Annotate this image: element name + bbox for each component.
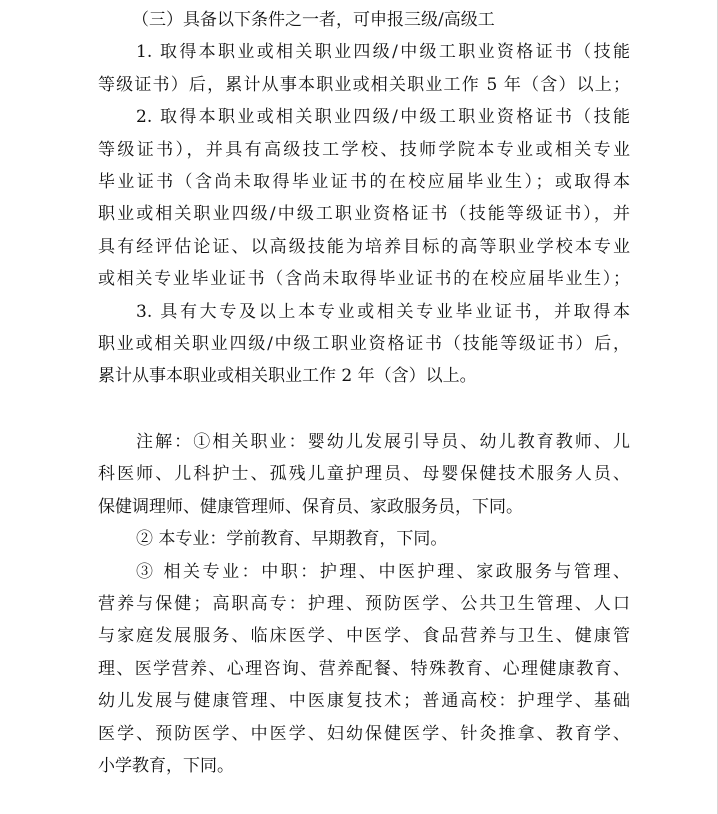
text-line: ② 本专业：学前教育、早期教育，下同。 [136,529,448,550]
note-related-majors [98,556,630,783]
condition-item-1 [98,36,630,101]
text-line: 幼儿发展与健康管理、中医康复技术；普通高校：护理学、基础 [98,691,630,712]
note-this-major [98,523,630,555]
text-line: 或相关专业毕业证书（含尚未取得毕业证书的在校应届毕业生）； [98,269,630,290]
text-line: 3. 具有大专及以上本专业或相关专业毕业证书，并取得本 [136,301,630,322]
text-line: 营养与保健；高职高专：护理、预防医学、公共卫生管理、人口 [98,593,630,614]
text-line: 具有经评估论证、以高级技能为培养目标的高等职业学校本专业 [98,236,630,257]
text-line: 累计从事本职业或相关职业工作 2 年（含）以上。 [98,366,477,387]
condition-item-2 [98,101,630,295]
text-line: 2. 取得本职业或相关职业四级/中级工职业资格证书（技能 [136,107,630,128]
text-line: 与家庭发展服务、临床医学、中医学、食品营养与卫生、健康管 [98,626,630,647]
text-line: 注解：①相关职业：婴幼儿发展引导员、幼儿教育教师、儿 [136,431,630,452]
text-line: 1. 取得本职业或相关职业四级/中级工职业资格证书（技能 [136,42,630,63]
text-line: ③ 相关专业：中职：护理、中医护理、家政服务与管理、 [136,561,630,582]
condition-item-3 [98,296,630,393]
note-related-occupations [98,426,630,523]
section-heading: （三）具备以下条件之一者，可申报三级/高级工 [132,10,495,30]
text-line: 毕业证书（含尚未取得毕业证书的在校应届毕业生）；或取得本 [98,172,630,193]
text-line: 职业或相关职业四级/中级工职业资格证书（技能等级证书）后， [98,334,630,355]
text-line: 等级证书）后，累计从事本职业或相关职业工作 5 年（含）以上； [98,74,630,95]
text-line: 等级证书），并具有高级技工学校、技师学院本专业或相关专业 [98,139,630,160]
text-line: 小学教育，下同。 [98,755,234,776]
text-line: 科医师、儿科护士、孤残儿童护理员、母婴保健技术服务人员、 [98,464,630,485]
text-line: 医学、预防医学、中医学、妇幼保健医学、针灸推拿、教育学、 [98,723,630,744]
document-body [98,4,630,782]
text-line: 理、医学营养、心理咨询、营养配餐、特殊教育、心理健康教育、 [98,658,630,679]
text-line: 职业或相关职业四级/中级工职业资格证书（技能等级证书），并 [98,204,630,225]
text-line: 保健调理师、健康管理师、保育员、家政服务员，下同。 [98,496,523,517]
blank-line [98,393,630,426]
